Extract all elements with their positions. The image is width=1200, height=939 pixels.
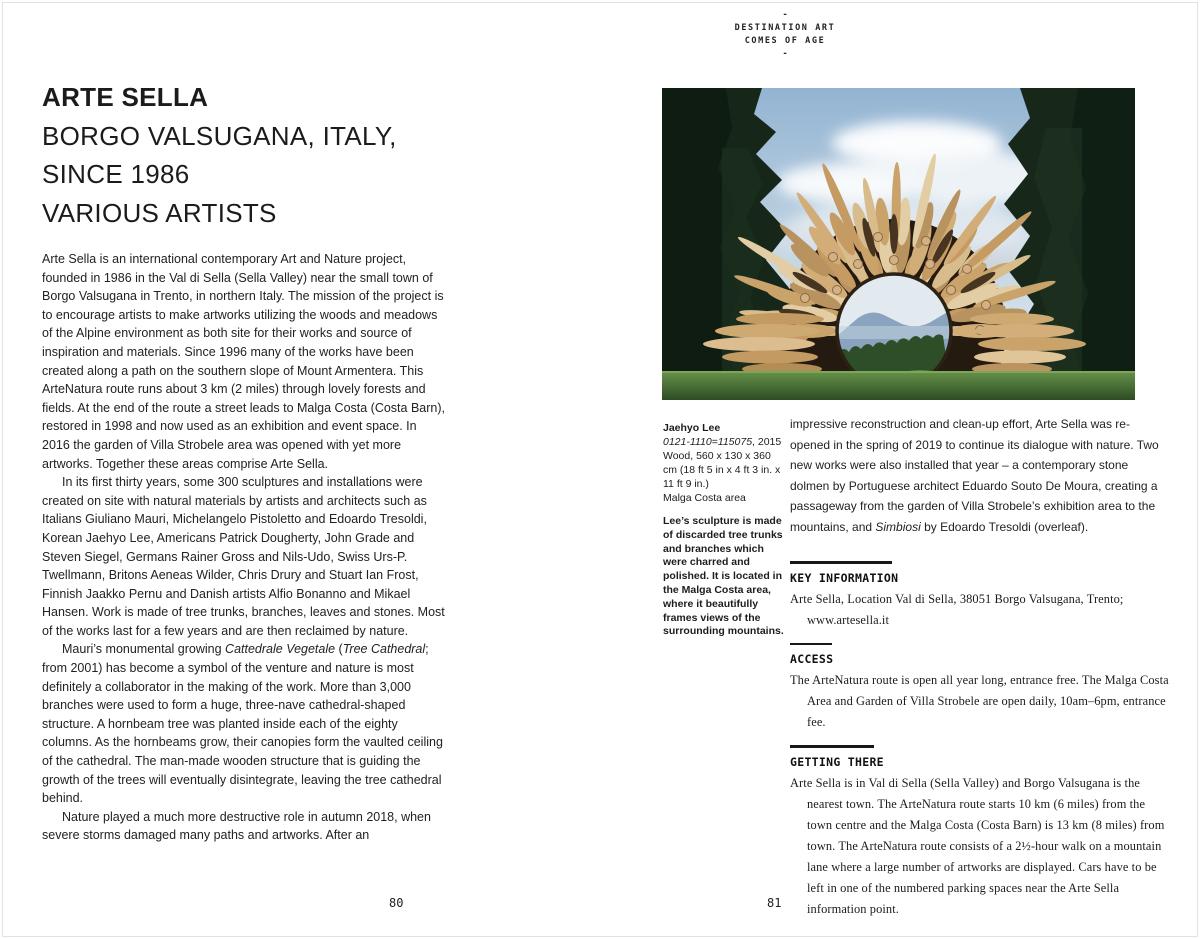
article-body-left — [42, 250, 446, 845]
photo-caption — [663, 421, 787, 639]
caption-title-line: 0121-1110=115075, 2015 — [663, 436, 782, 448]
article-body-right — [790, 414, 1164, 537]
running-head-line: COMES OF AGE — [744, 36, 826, 46]
caption-artist: Jaehyo Lee — [663, 422, 721, 434]
body-paragraph: Mauri’s monumental growing Cattedrale Vegetale (Tree Cathedral; from 2001) has become a symbol of the venture and nature is most definitely a collaborator in the making of the work. More than 3,000 branches were used to form a huge, three-nave cathedral-shaped structure. A hornbeam tree was planted inside each of the eighty columns. As the hornbeams grow, their canopies form the vaulted ceiling of the cathedral. The man-made wooden structure that is guiding the growth of the trees will eventually disintegrate, leaving the tree cathedral behind. — [42, 642, 443, 806]
info-sections — [790, 561, 1170, 932]
lawn — [662, 371, 1135, 400]
body-paragraph: In its first thirty years, some 300 sculptures and installations were created on site with natural materials by artists and architects such as Italians Giuliano Mauri, Michelangelo Pistoletto and Edoardo Tresoldi, Korean Jaehyo Lee, Americans Patrick Dougherty, John Grade and Steven Siegel, Germans Rainer Gross and Nils-Udo, Swiss Urs-P. Twellmann, Britons Aeneas Wilder, Chris Drury and Stuart Ian Frost, Finnish Jaakko Pernu and Danish artists Alfio Bonanno and Mikael Hansen. Work is made of tree trunks, branches, leaves and stones. Most of the works last for a few years and are then reclaimed by nature. — [42, 475, 445, 638]
section-access — [790, 643, 1170, 734]
section-rule — [790, 745, 874, 748]
article-title — [42, 78, 397, 232]
caption-materials: Wood, 560 x 130 x 360 cm (18 ft 5 in x 4 ft 3 in. x 11 ft 9 in.) — [663, 450, 781, 490]
running-head-line: DESTINATION ART — [734, 23, 836, 33]
title-line: VARIOUS ARTISTS — [42, 197, 277, 228]
title-line: SINCE 1986 — [42, 159, 190, 189]
section-text: The ArteNatura route is open all year long, entrance free. The Malga Costa Area and Garden of Villa Strobele are open daily, 10am–6pm, entrance fee. — [790, 673, 1169, 729]
page-number-left: 80 — [389, 896, 404, 910]
section-text: Arte Sella, Location Val di Sella, 38051 Borgo Valsugana, Trento; www.artesella.it — [790, 591, 1124, 627]
body-paragraph: Arte Sella is an international contemporary Art and Nature project, founded in 1986 in the Val di Sella (Sella Valley) near the small town of Borgo Valsugana in Trento, in northern Italy. The mission of the project is to encourage artists to make artworks utilizing the woods and meadows of the Alpine environment as both site for their works and source of inspiration and materials. Since 1996 many of the works have been created along a path on the southern slope of Mount Armentera. This ArteNatura route runs about 3 km (2 miles) through lovely forests and fields. At the end of the route a street leads to Malga Costa (Costa Barn), restored in 1998 and now used as an exhibition and event space. In 2016 the garden of Villa Strobele area was opened with yet more artworks. Together these areas comprise Arte Sella. — [42, 252, 445, 471]
section-getting-there — [790, 745, 1170, 920]
section-heading: ACCESS — [790, 652, 834, 666]
body-paragraph: Nature played a much more destructive role in autumn 2018, when severe storms damaged many paths and artworks. After an — [42, 809, 431, 843]
body-paragraph: impressive reconstruction and clean-up effort, Arte Sella was re-opened in the spring of 2019 to continue its dialogue with nature. Two new works were also installed that year – a contemporary stone dolmen by Portuguese architect Eduardo Souto De Moura, creating a passageway from the garden of Villa Strobele’s exhibition area to the mountains, and Simbiosi by Edoardo Tresoldi (overleaf). — [790, 417, 1159, 534]
section-key-information — [790, 561, 1170, 631]
caption-location: Malga Costa area — [663, 492, 746, 504]
running-head-dash: - — [782, 49, 788, 59]
section-heading: KEY INFORMATION — [790, 570, 899, 585]
title-line: ARTE SELLA — [42, 82, 209, 112]
section-rule — [790, 561, 892, 564]
title-line: BORGO VALSUGANA, ITALY, — [42, 120, 397, 151]
running-head — [700, 9, 870, 61]
section-text: Arte Sella is in Val di Sella (Sella Valley) and Borgo Valsugana is the nearest town. The ArteNatura route starts 10 km (6 miles) from the town centre and the Malga Costa (Costa Barn) is 13 km (8 miles) from town. The ArteNatura route consists of a 2½-hour walk on a mountain lane where a large number of artworks are displayed. Cars have to be left in one of the numbered parking spaces near the Arte Sella information point. — [790, 775, 1165, 916]
section-heading: GETTING THERE — [790, 754, 884, 769]
artwork-photo — [662, 88, 1135, 400]
artwork-photo-illustration — [662, 88, 1135, 400]
section-rule — [790, 643, 832, 646]
page-number-right: 81 — [767, 896, 782, 910]
running-head-dash: - — [782, 10, 788, 20]
caption-note: Lee’s sculpture is made of discarded tree trunks and branches which were charred and polished. It is located in the Malga Costa area, where it beautifully frames views of the surrounding mountains. — [663, 515, 784, 638]
